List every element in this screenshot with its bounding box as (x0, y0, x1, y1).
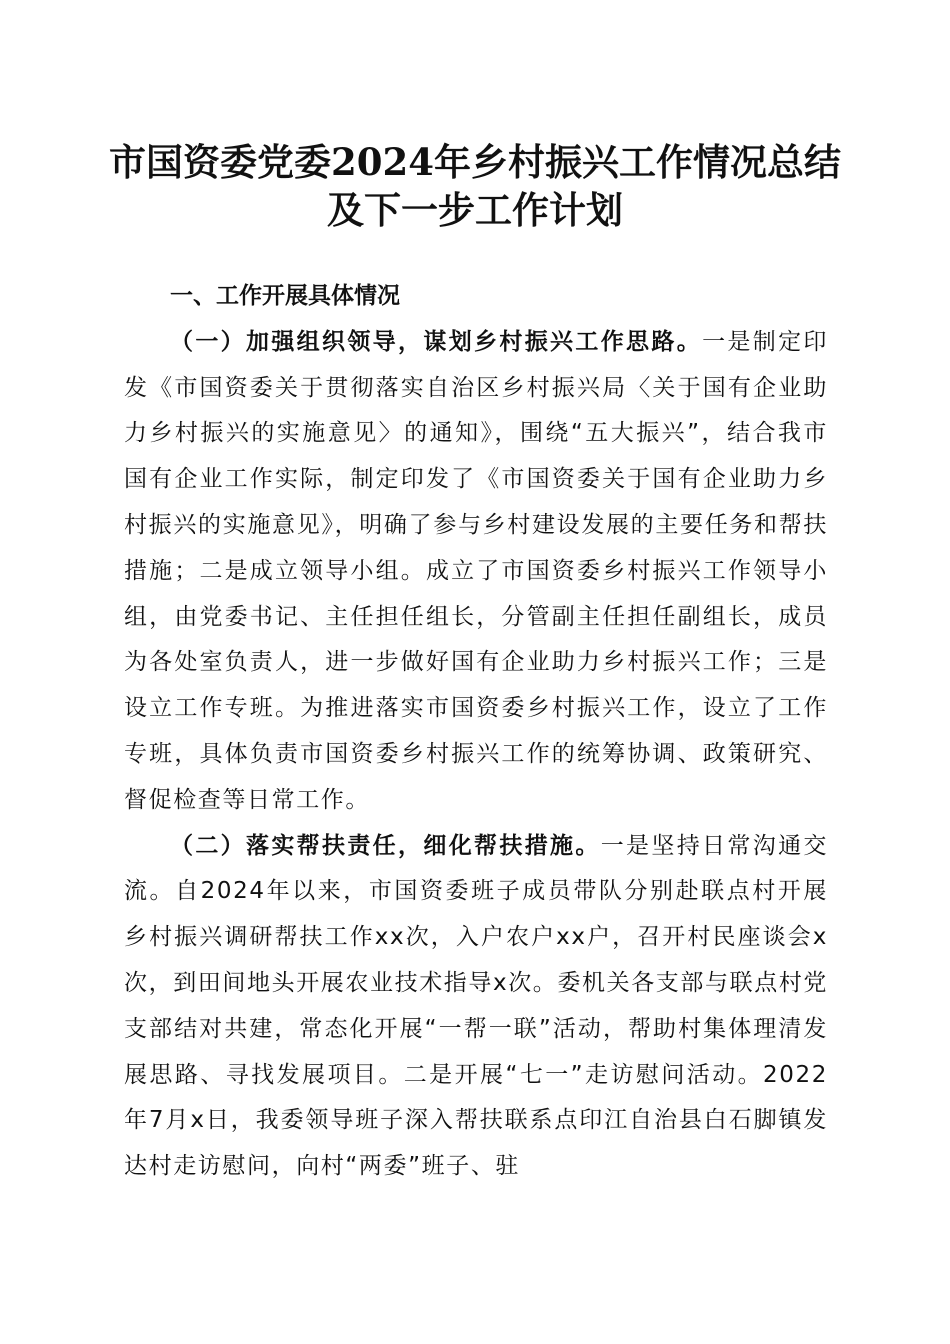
paragraph-2-lead: （二）落实帮扶责任，细化帮扶措施。 (170, 832, 601, 859)
title-line-2: 及下一步工作计划 (327, 188, 623, 232)
section-heading: 一、工作开展具体情况 (170, 283, 400, 309)
document-title (100, 138, 850, 234)
paragraph-1-body: 一是制定印发《市国资委关于贯彻落实自治区乡村振兴局〈关于国有企业助力乡村振兴的实施意见〉的通知》，围绕“五大振兴”，结合我市国有企业工作实际，制定印发了《市国资委关于国有企业助力乡村振兴的实施意见》，明确了参与乡村建设发展的主要任务和帮扶措施；二是成立领导小组。成立了市国资委乡村振兴工作领导小组，由党委书记、主任担任组长，分管副主任担任副组长，成员为各处室负责人，进一步做好国有企业助力乡村振兴工作；三是设立工作专班。为推进落实市国资委乡村振兴工作，设立了工作专班，具体负责市国资委乡村振兴工作的统筹协调、政策研究、督促检查等日常工作。 (124, 328, 829, 813)
paragraph-2 (124, 824, 828, 1190)
paragraph-1 (124, 320, 828, 824)
document-body (124, 274, 828, 1190)
title-line-1: 市国资委党委2024年乡村振兴工作情况总结 (109, 140, 841, 184)
paragraph-2-body: 一是坚持日常沟通交流。自2024年以来，市国资委班子成员带队分别赴联点村开展乡村振兴调研帮扶工作xx次，入户农户xx户，召开村民座谈会x次，到田间地头开展农业技术指导x次。委机关各支部与联点村党支部结对共建，常态化开展“一帮一联”活动，帮助村集体理清发展思路、寻找发展项目。二是开展“七一”走访慰问活动。2022年7月x日，我委领导班子深入帮扶联系点印江自治县白石脚镇发达村走访慰问，向村“两委”班子、驻 (124, 832, 829, 1180)
paragraph-1-lead: （一）加强组织领导，谋划乡村振兴工作思路。 (170, 328, 703, 355)
